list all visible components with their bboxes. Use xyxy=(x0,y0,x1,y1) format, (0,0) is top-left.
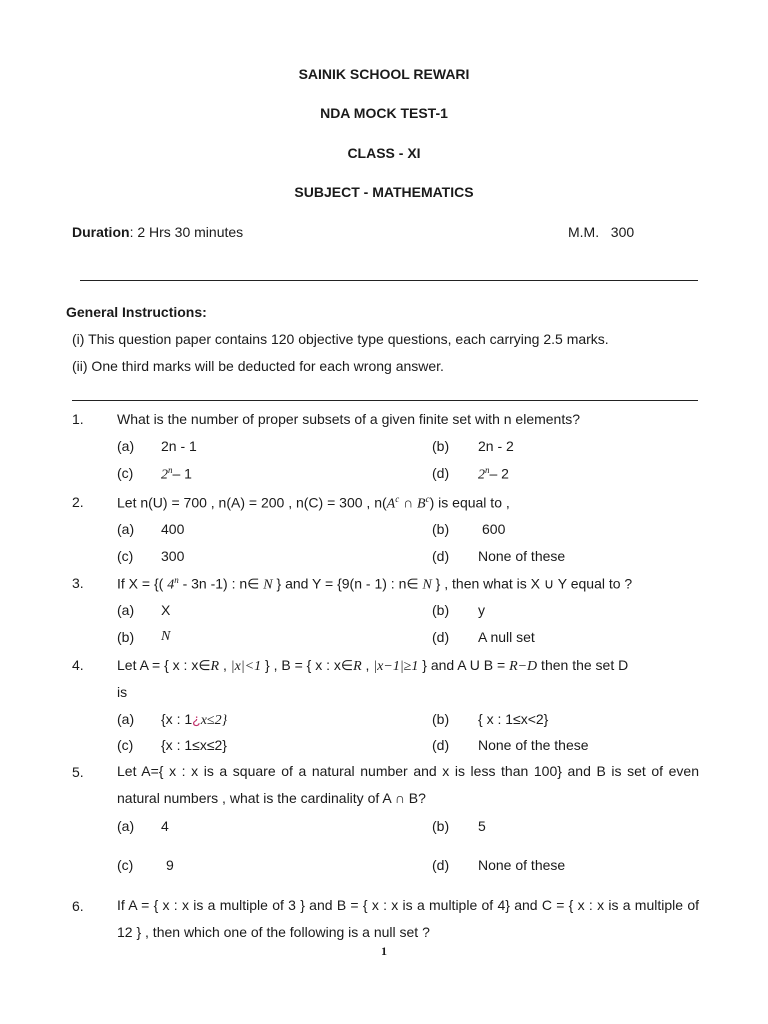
class-title: CLASS - XI xyxy=(347,145,421,161)
option-value: None of these xyxy=(478,857,566,873)
max-marks xyxy=(568,224,634,240)
option-label: (b) xyxy=(432,602,450,618)
question-number: 2. xyxy=(72,494,84,510)
option-label: (a) xyxy=(117,521,135,537)
subject-title: SUBJECT - MATHEMATICS xyxy=(294,184,474,200)
option-value: 2$^n$– 1 xyxy=(161,465,192,483)
instruction-item: (ii) One third marks will be deducted for each wrong answer. xyxy=(72,358,444,374)
instructions-title: General Instructions: xyxy=(66,304,207,320)
question-text: If A = { x : x is a multiple of 3 } and B = { x : x is a multiple of 4} and C = { x : x is a multiple of 12 } , then which one of the following is a null set ? xyxy=(117,897,699,940)
option-label: (d) xyxy=(432,465,450,481)
option-value: N xyxy=(161,629,171,644)
option-value: 4 xyxy=(161,818,169,834)
max-marks-label: M.M. xyxy=(568,224,600,240)
option-value: 2n - 2 xyxy=(478,438,514,454)
option-label: (b) xyxy=(432,521,450,537)
option-label: (b) xyxy=(432,438,450,454)
school-name: SAINIK SCHOOL REWARI xyxy=(298,66,470,82)
question-text: What is the number of proper subsets of a given finite set with n elements? xyxy=(117,411,581,427)
option-value: A null set xyxy=(478,629,535,645)
option-label: (c) xyxy=(117,548,134,564)
option-value: 9 xyxy=(166,857,174,873)
option-value: 400 xyxy=(161,521,185,537)
question-text: Let A = { x : x∈R , |x|<1 } , B = { x : x∈R , |x−1|≥1 } and A U B = R−D then the set D xyxy=(117,657,629,674)
option-label: (d) xyxy=(432,629,450,645)
option-value: X xyxy=(161,602,171,618)
option-label: (b) xyxy=(117,629,135,645)
option-label: (c) xyxy=(117,857,134,873)
divider-instructions xyxy=(72,400,698,401)
question-text: Let A={ x : x is a square of a natural number and x is less than 100} and B is set of even natural numbers , what is the cardinality of A ∩ B? xyxy=(117,763,699,806)
duration-label: Duration xyxy=(72,224,130,240)
question-number: 5. xyxy=(72,764,84,780)
option-label: (d) xyxy=(432,737,450,753)
option-label: (b) xyxy=(432,818,450,834)
question-number: 1. xyxy=(72,411,84,427)
option-label: (c) xyxy=(117,465,134,481)
question-text: If X = {( 4$^n$ - 3n -1) : n∈ N } and Y = {9(n - 1) : n∈ N } , then what is X ∪ Y equal to ? xyxy=(117,575,633,593)
test-title: NDA MOCK TEST-1 xyxy=(320,105,448,121)
option-value: 2n - 1 xyxy=(161,438,197,454)
option-label: (d) xyxy=(432,548,450,564)
question-number: 4. xyxy=(72,657,84,673)
option-label: (d) xyxy=(432,857,450,873)
option-label: (c) xyxy=(117,737,134,753)
option-value: y xyxy=(478,602,485,618)
max-marks-value: 300 xyxy=(610,224,635,240)
option-value: {x : 1≤x≤2} xyxy=(161,737,227,753)
option-label: (a) xyxy=(117,602,135,618)
option-label: (a) xyxy=(117,438,135,454)
option-value: { x : 1≤x<2} xyxy=(478,711,549,727)
option-value: None of the these xyxy=(478,737,589,753)
option-value: 600 xyxy=(482,521,506,537)
instruction-item: (i) This question paper contains 120 objective type questions, each carrying 2.5 marks. xyxy=(72,331,609,347)
question-number: 3. xyxy=(72,575,84,591)
option-value: 2$^n$– 2 xyxy=(478,465,509,483)
question-text-continued: is xyxy=(117,684,128,700)
question-text: Let n(U) = 700 , n(A) = 200 , n(C) = 300 , $n(A^c$ ∩ $B^c$) is equal to , xyxy=(117,494,510,512)
duration xyxy=(72,224,243,240)
option-value: 5 xyxy=(478,818,486,834)
option-label: (b) xyxy=(432,711,450,727)
option-label: (a) xyxy=(117,818,135,834)
option-value: None of these xyxy=(478,548,566,564)
page-number: 1 xyxy=(381,944,387,958)
divider-top xyxy=(80,280,698,281)
question-number: 6. xyxy=(72,898,84,914)
option-value: {x : 1¿x≤2} xyxy=(161,711,228,728)
option-value: 300 xyxy=(161,548,185,564)
option-label: (a) xyxy=(117,711,135,727)
duration-value: : 2 Hrs 30 minutes xyxy=(129,224,244,240)
